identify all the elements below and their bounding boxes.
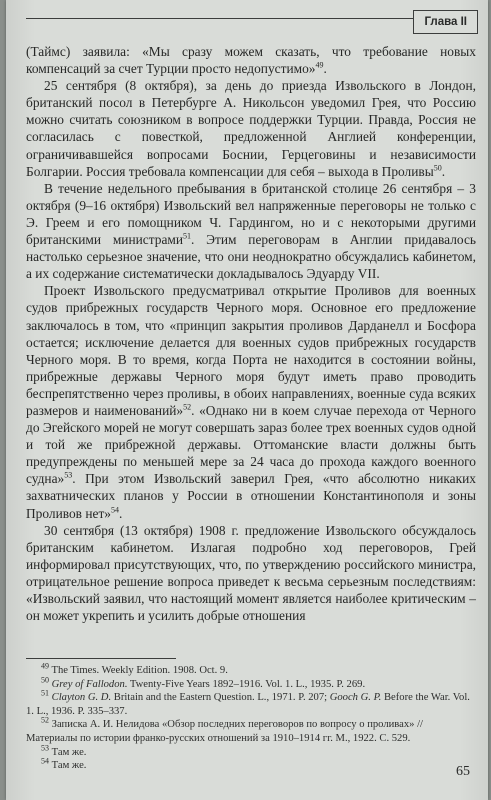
footnote-51: $^{51}$ Clayton G. D. Britain and the Eastern Question. L., 1971. P. 207; Gooch G. P. Before the War. Vol. 1. L., 1936. P. 335–337. [26, 688, 470, 717]
main-text [26, 43, 476, 624]
footnote-52: $^{52}$ Записка А. И. Нелидова «Обзор последних переговоров по вопросу о проливах» // Материалы по истории франко-русских отношений за 1910–1914 гг. М., 1922. С. 529. [26, 715, 423, 744]
footnote-ref: 50 [433, 163, 442, 173]
footnote-54: $^{54}$ Там же. [41, 756, 87, 772]
footnote-ref: 54 [111, 505, 119, 515]
footnote-50: $^{50}$ Grey of Fallodon. Twenty-Five Years 1892–1916. Vol. 1. L., 1935. P. 269. [41, 675, 366, 690]
book-page [6, 0, 488, 800]
paragraph-4: Проект Извольского предусматривал открытие Проливов для военных судов прибрежных государств Черного моря. Основное его предложение заключалось в том, что «принцип закрытия проливов Дарданелл и Босфора остается; исключение делается для военных судов прибрежных государств Черного моря. В то время, когда Порта не находится в состоянии войны, прибрежные державы Черного моря будут иметь право проводить беспрепятственно через проливы, в обоих направлениях, военные суда всяких размеров и наименований»$^{52}$. «Однако ни в коем случае перехода от Черного до Эгейского морей не могут совершать зараз более трех военных судов одной и той же прибрежной державы. Оттоманские власти должны быть предупреждены по меньшей мере за 24 часа до прохода каждого военного судна»$^{53}$. При этом Извольский заверил Грея, «что абсолютно никаких захватнических планов у России в отношении Константинополя и зоны Проливов нет»$^{54}$. [26, 283, 476, 521]
footnote-ref: 49 [315, 60, 324, 70]
footnote-ref: 52 [183, 402, 192, 412]
footnote-49: $^{49}$ The Times. Weekly Edition. 1908. Oct. 9. [41, 661, 228, 676]
page-number: 65 [456, 764, 470, 779]
chapter-header: Глава II [413, 10, 478, 34]
footnote-rule [26, 658, 176, 659]
paragraph-1: (Таймс) заявила: «Мы сразу можем сказать, что требование новых компенсаций за счет Турции просто недопустимо»$^{49}$. [26, 44, 476, 77]
paragraph-5: 30 сентября (13 октября) 1908 г. предложение Извольского обсуждалось британским кабинетом. Излагая подробно ход переговоров, Грей информировал присутствующих, что, по утверждению российского министра, отрицательное решение вопроса приведет к весьма серьезным последствиям: «Извольский заявил, что настоящий момент является наиболее критическим – он может укрепить и усилить добрые отношения [26, 522, 476, 624]
footnote-53: $^{53}$ Там же. [41, 743, 87, 758]
footnote-ref: 53 [64, 470, 73, 480]
paragraph-3: В течение недельного пребывания в британской столице 26 сентября – 3 октября (9–16 октября) Извольский вел напряженные переговоры не только с Э. Греем и его помощником Ч. Гардингом, но и с некоторыми другими британскими министрами$^{51}$. Этим переговорам в Англии придавалось настолько серьезное значение, что они неоднократно обсуждались кабинетом, а их содержание систематически докладывалось Эдуарду VII. [26, 180, 476, 282]
footnotes [26, 661, 476, 773]
header-rule [26, 18, 478, 19]
paragraph-2: 25 сентября (8 октября), за день до приезда Извольского в Лондон, британский посол в Петербурге А. Никольсон уведомил Грея, что Россию можно считать союзником в вопросе поддержки Турции. Правда, Россия не согласилась с повесткой, предложенной Англией конференции, ограничивавшейся вопросами Боснии, Герцеговины и независимости Болгарии. Россия требовала компенсации для себя – выхода в Проливы$^{50}$. [26, 78, 476, 179]
footnote-ref: 51 [183, 231, 192, 241]
